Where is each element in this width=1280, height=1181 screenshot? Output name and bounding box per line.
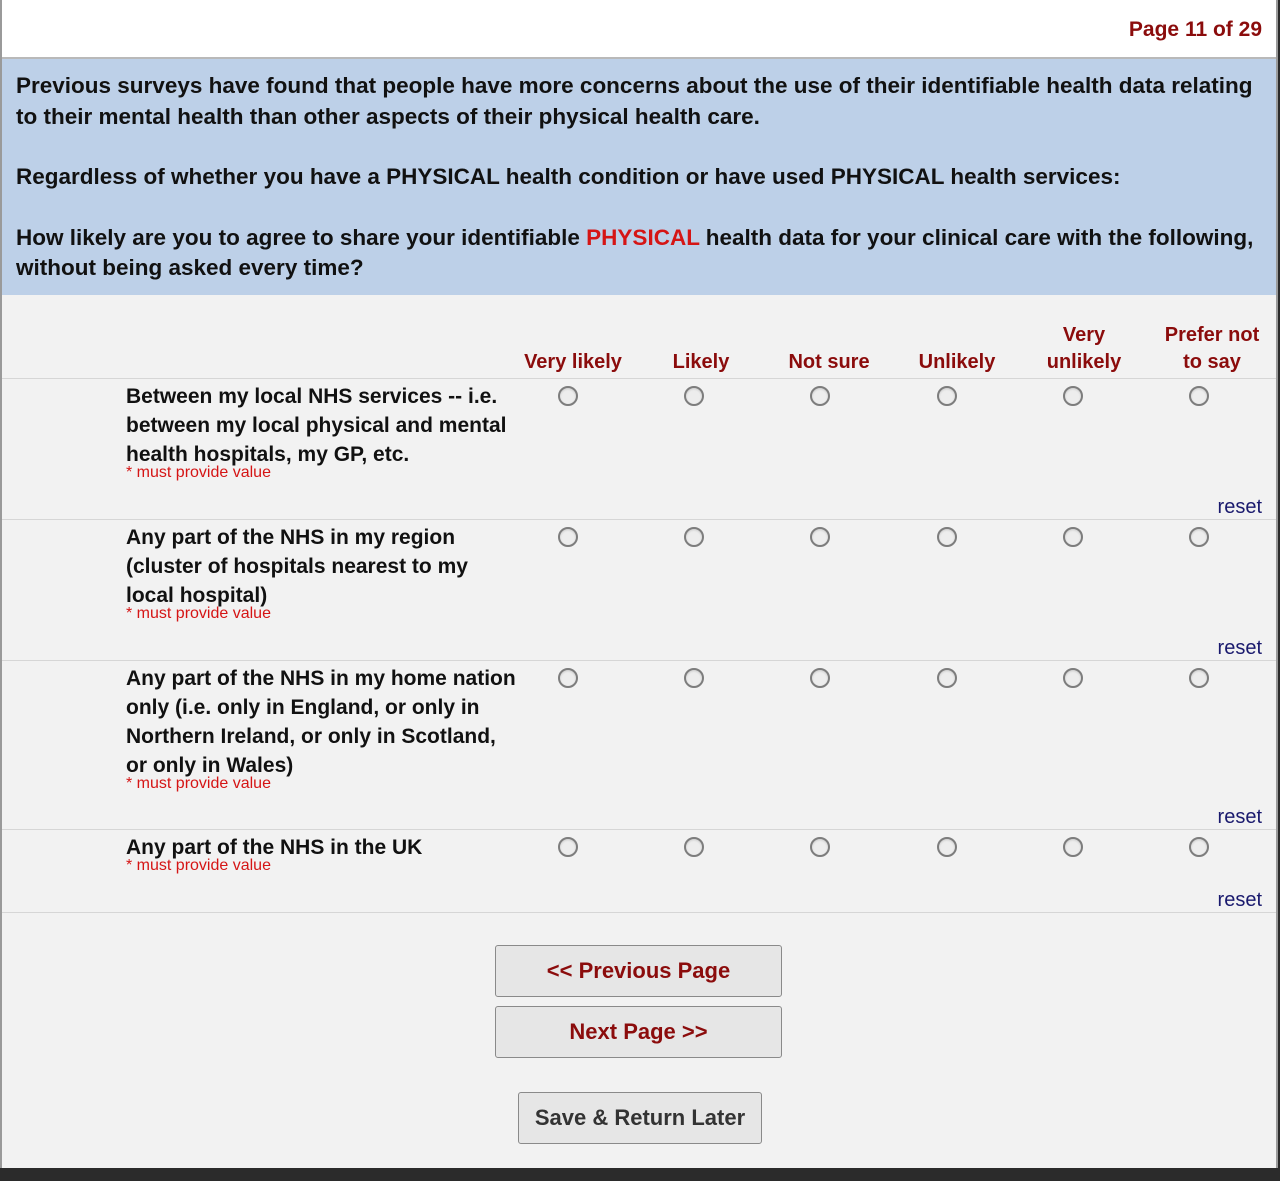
question-label: Between my local NHS services -- i.e. between my local physical and mental health hospitals, my GP, etc. * must provide value <box>126 382 516 482</box>
previous-page-button[interactable]: << Previous Page <box>495 945 782 997</box>
column-header: Not sure <box>788 351 870 373</box>
top-bar <box>2 0 1276 59</box>
radio-option[interactable] <box>684 668 704 688</box>
divider <box>2 912 1276 913</box>
condition-paragraph: Regardless of whether you have a PHYSICAL health condition or have used PHYSICAL health services: <box>16 164 1121 189</box>
required-note: * must provide value <box>126 775 271 792</box>
radio-option[interactable] <box>937 386 957 406</box>
radio-option[interactable] <box>1189 668 1209 688</box>
column-header: Unlikely <box>918 351 996 373</box>
required-note: * must provide value <box>126 605 271 622</box>
radio-option[interactable] <box>1189 527 1209 547</box>
radio-option[interactable] <box>810 386 830 406</box>
radio-option[interactable] <box>684 837 704 857</box>
column-header: Likely <box>672 351 730 373</box>
radio-option[interactable] <box>1063 668 1083 688</box>
save-return-later-button[interactable]: Save & Return Later <box>518 1092 762 1144</box>
question-row <box>2 829 1276 912</box>
question-label: Any part of the NHS in the UK * must provide value <box>126 833 516 875</box>
column-header: Very likely <box>524 351 622 373</box>
question-header <box>2 59 1276 295</box>
radio-option[interactable] <box>558 527 578 547</box>
radio-option[interactable] <box>684 527 704 547</box>
radio-option[interactable] <box>937 527 957 547</box>
physical-highlight: PHYSICAL <box>586 224 700 250</box>
intro-paragraph: Previous surveys have found that people have more concerns about the use of their identifiable health data relating to their mental health than other aspects of their physical health care. <box>16 73 1253 129</box>
radio-option[interactable] <box>1189 837 1209 857</box>
radio-option[interactable] <box>558 386 578 406</box>
radio-option[interactable] <box>937 668 957 688</box>
next-page-button[interactable]: Next Page >> <box>495 1006 782 1058</box>
radio-option[interactable] <box>558 837 578 857</box>
reset-link[interactable]: reset <box>1217 806 1262 828</box>
reset-link[interactable]: reset <box>1217 889 1262 911</box>
question-paragraph: How likely are you to agree to share your identifiable PHYSICAL health data for your clinical care with the following, without being asked every time? <box>16 224 1254 280</box>
required-note: * must provide value <box>126 857 271 874</box>
column-header: Very unlikely <box>1046 324 1122 373</box>
page-indicator: Page 11 of 29 <box>1128 18 1262 41</box>
question-row <box>2 660 1276 829</box>
radio-option[interactable] <box>1063 837 1083 857</box>
radio-option[interactable] <box>684 386 704 406</box>
question-row <box>2 519 1276 660</box>
radio-option[interactable] <box>810 527 830 547</box>
radio-option[interactable] <box>810 837 830 857</box>
bottom-bar <box>0 1168 1280 1181</box>
radio-option[interactable] <box>558 668 578 688</box>
radio-option[interactable] <box>1189 386 1209 406</box>
reset-link[interactable]: reset <box>1217 496 1262 518</box>
reset-link[interactable]: reset <box>1217 637 1262 659</box>
radio-option[interactable] <box>810 668 830 688</box>
required-note: * must provide value <box>126 464 271 481</box>
radio-option[interactable] <box>1063 386 1083 406</box>
question-row <box>2 378 1276 519</box>
column-header: Prefer not to say <box>1164 324 1260 373</box>
radio-option[interactable] <box>1063 527 1083 547</box>
question-label: Any part of the NHS in my home nation only (i.e. only in England, or only in Northern Ireland, or only in Scotland, or only in Wales) * must provide value <box>126 667 516 792</box>
radio-option[interactable] <box>937 837 957 857</box>
question-label: Any part of the NHS in my region (cluster of hospitals nearest to my local hospital) * must provide value <box>126 523 516 623</box>
